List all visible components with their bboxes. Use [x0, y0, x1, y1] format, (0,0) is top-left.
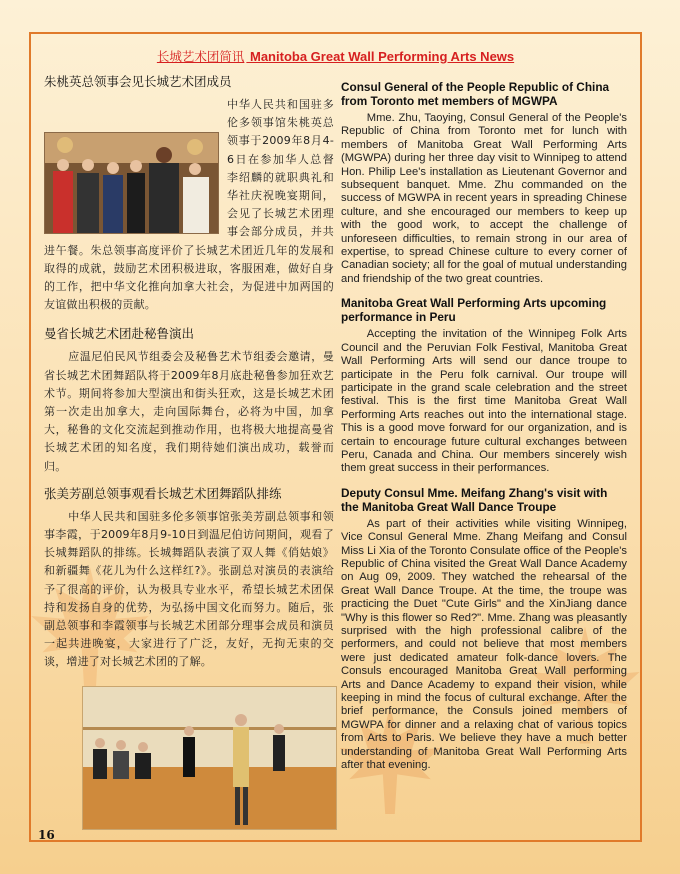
article1-en-heading: Consul General of the People Republic of China from Toronto met members of MGWPA: [341, 80, 610, 108]
article1-zh-body: 中华人民共和国驻多伦多领事馆朱桃英总领事于2009年8月4-6日在参加华人总督李绍麟的就职典礼和华社庆祝晚宴期间，会见了长城艺术团理事会部分成员，并共进午餐。朱总领事高度评价了长城艺术团近几年的发展和取得的成就，鼓励艺术团积极进取，客服困难，做好自身的工作，把中华文化推向加拿大社会，为促进中加两国的友谊做出积极的贡献。: [44, 98, 334, 312]
article2-en-heading: Manitoba Great Wall Performing Arts upcoming performance in Peru: [341, 296, 607, 325]
article1-en-body: Mme. Zhu, Taoying, Consul General of the People's Republic of China from Toronto met for lunch with members of Manitoba Great Wall Performing Arts (MGWPA) during her three day visit to Winnipeg to attend Hon. Philip Lee's installation as Lieutenant Governor and subsequent banquet. Mme. Zhu commanded on the success of MGWPA in recent years in spreading Chinese culture, and she encouraged our members to keep up with the good work, to accept the challenge of unforeseen difficulties, to remain strong in our area of expertise, to spread Chinese culture to every corner of Canadian society; all for the goal of mutual understanding and friendship of the two great countries.: [341, 112, 627, 285]
article1-zh-heading: 朱桃英总领事会见长城艺术团成员: [44, 74, 232, 89]
article2-en-body: Accepting the invitation of the Winnipeg Folk Arts Council and the Peruvian Folk Festival, Manitoba Great Wall Performing Arts will send our dance troupe to participate in the Peru folk carnival. Our troupe will participate in the grand scale celebration and the street festival. This is the first time Manitoba Great Wall Performing Arts reaches out into the international stage. This is a good move forward for our organization, and is certain to encourage future cultural exchanges between Peru, Canada and China. Our members sincerely wish them great success in their performances.: [341, 328, 627, 475]
article3-en-body: As part of their activities while visiting Winnipeg, Vice Consul General Mme. Zhang Meifang and Consul Miss Li Xia of the Toronto Consulate office of the People's Republic of China visited the Great Wall Dance Academy on Aug 09, 2009. They watched the rehearsal of the Great Wall Dance Troupe. At the time, the troupe was practicing the Duet "Cute Girls" and the XinJiang dance "Why is this flower so Red?". Mme. Zhang was pleasantly surprised with the high professional calibre of the performers, and could not believe that most members were just dedicated amateur folk-dance lovers. The Consuls encouraged Manitoba Great Wall performing Arts and Dance Academy to expand their vision, while keeping in mind the focus of cultural exchange. After the brief performance, the Consuls joined members of MGWPA for dinner and a relaxing chat of various topics from Arts to Paris. We believe they have a much better understanding of Manitoba Great Wall Performing Arts after that evening.: [341, 517, 627, 772]
rehearsal-photo-illustration: [83, 687, 336, 829]
header-title-en: Manitoba Great Wall Performing Arts News: [250, 49, 515, 64]
consul-group-photo: [44, 132, 219, 234]
left-column: [44, 74, 334, 672]
page-number: 16: [38, 828, 55, 842]
group-photo-illustration: [45, 133, 218, 233]
article2-zh-heading: 曼省长城艺术团赴秘鲁演出: [44, 326, 195, 342]
article3-en-heading: Deputy Consul Mme. Meifang Zhang's visit with the Manitoba Great Wall Dance Troupe: [341, 485, 608, 514]
article3-zh-heading: 张美芳副总领事观看长城艺术团舞蹈队排练: [44, 485, 282, 501]
right-column: [341, 80, 627, 782]
header-title-zh: 长城艺术团简讯: [156, 49, 245, 64]
dance-rehearsal-photo: [82, 686, 337, 830]
page-header: [30, 47, 641, 65]
article3-zh-body: 中华人民共和国驻多伦多领事馆张美芳副总领事和领事李霞，于2009年8月9-10日到温尼伯访问期间，观看了长城舞蹈队的排练。长城舞蹈队表演了双人舞《俏姑娘》和新疆舞《花儿为什么这样红?》。张副总对演员的表演给予了很高的评价，认为极具专业水平，希望长城艺术团保持和发扬自身的优势，为弘扬中国文化而努力。随后，张副总领事和李霞领事与长城艺术团部分理事会成员和演员一起共进晚宴，大家进行了广泛，友好，无拘无束的交谈，增进了对长城艺术团的了解。: [44, 509, 334, 669]
article2-zh-body: 应温尼伯民风节组委会及秘鲁艺术节组委会邀请，曼省长城艺术团舞蹈队将于2009年8月底赴秘鲁参加狂欢艺术节。期间将参加大型演出和街头狂欢，这是长城艺术团第一次走出加拿大，走向国际舞台，必将为中国，加拿大，秘鲁的文化交流起到推动作用，也将极大地提高曼省长城艺术团的知名度，我们期待她们演出成功，载誉而归。: [44, 350, 334, 473]
